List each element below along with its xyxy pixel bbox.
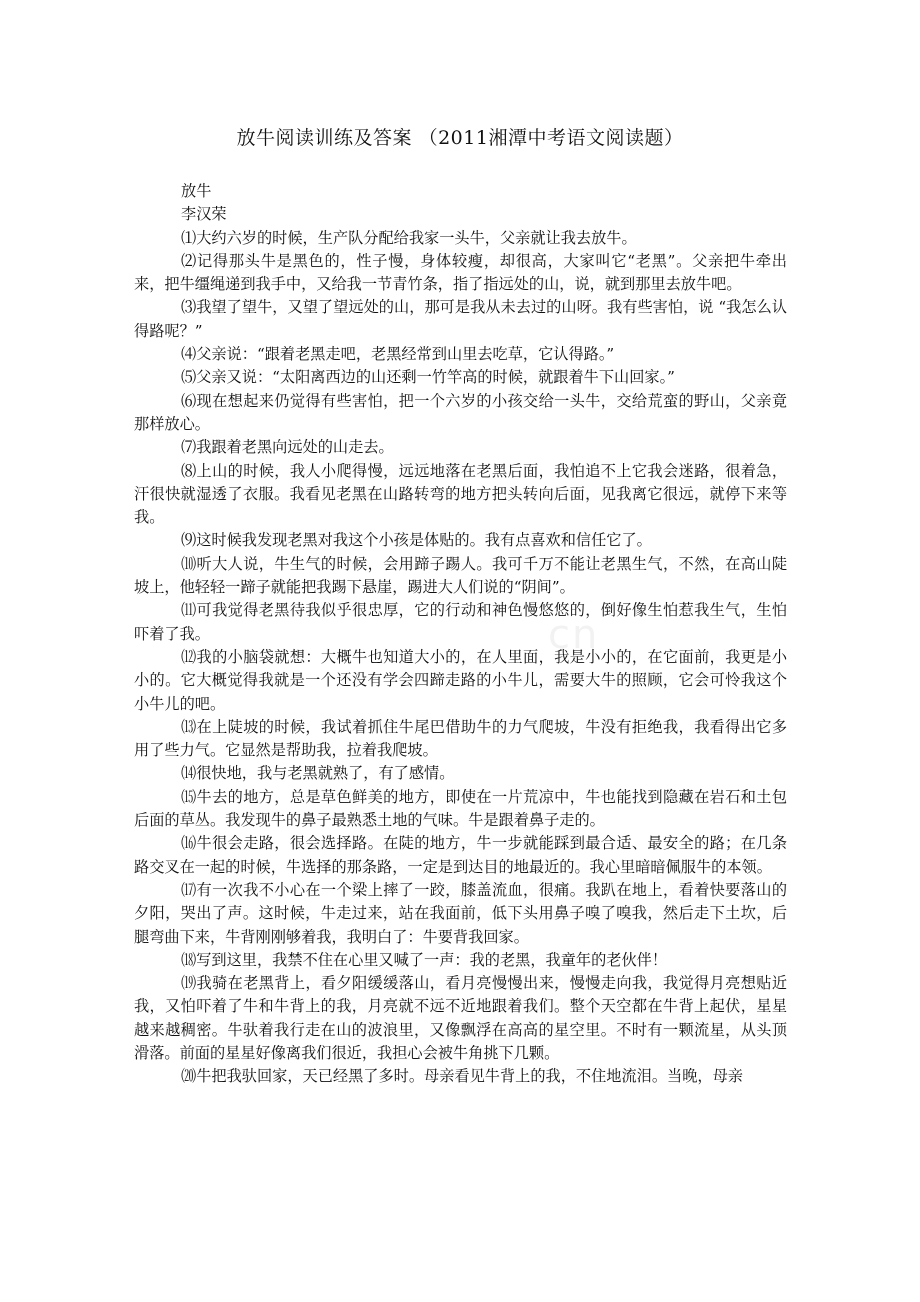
paragraph-10: ⑽听大人说，牛生气的时候，会用蹄子踢人。我可千万不能让老黑生气，不然，在高山陡坡上，他轻轻一蹄子就能把我踢下悬崖，踢进大人们说的“阴间”。 [134, 554, 787, 597]
paragraph-9: ⑼这时候我发现老黑对我这个小孩是体贴的。我有点喜欢和信任它了。 [181, 531, 652, 550]
paragraph-7: ⑺我跟着老黑向远处的山走去。 [181, 438, 394, 457]
paragraph-3: ⑶我望了望牛，又望了望远处的山，那可是我从未去过的山呀。我有些害怕，说 “我怎么认得路呢？” [134, 298, 787, 340]
paragraph-19: ⒆我骑在老黑背上，看夕阳缓缓落山，看月亮慢慢出来，慢慢走向我，我觉得月亮想贴近我，又怕吓着了牛和牛背上的我，月亮就不远不近地跟着我们。整个天空都在牛背上起伏，星星越来越稠密。牛驮着我行走在山的波浪里，又像飘浮在高高的星空里。不时有一颗流星，从头顶滑落。前面的星星好像离我们很近，我担心会被牛角挑下几颗。 [134, 974, 787, 1062]
document-title: 放牛阅读训练及答案 （2011湘潭中考语文阅读题） [236, 127, 684, 149]
article-body [134, 180, 787, 1089]
paragraph-16: ⒃牛很会走路，很会选择路。在陡的地方，牛一步就能踩到最合适、最安全的路；在几条路交叉在一起的时候，牛选择的那条路，一定是到达目的地最近的。我心里暗暗佩服牛的本领。 [134, 834, 787, 876]
paragraph-11: ⑾可我觉得老黑待我似乎很忠厚，它的行动和神色慢悠悠的，倒好像生怕惹我生气，生怕吓着了我。 [134, 601, 787, 643]
paragraph-20: ⒇牛把我驮回家，天已经黑了多时。母亲看见牛背上的我，不住地流泪。当晚，母亲 [181, 1067, 743, 1086]
paragraph-6: ⑹现在想起来仍觉得有些害怕，把一个六岁的小孩交给一头牛，交给荒蛮的野山，父亲竟那样放心。 [134, 391, 787, 433]
paragraph-13: ⒀在上陡坡的时候，我试着抓住牛尾巴借助牛的力气爬坡，牛没有拒绝我，我看得出它多用了些力气。它显然是帮助我，拉着我爬坡。 [134, 717, 787, 760]
paragraph-18: ⒅写到这里，我禁不住在心里又喊了一声：我的老黑，我童年的老伙伴！ [181, 950, 667, 969]
paragraph-1: ⑴大约六岁的时候，生产队分配给我家一头牛，父亲就让我去放牛。 [181, 228, 637, 247]
story-title: 放牛 [181, 182, 212, 200]
paragraph-12: ⑿我的小脑袋就想：大概牛也知道大小的，在人里面，我是小小的，在它面前，我更是小小的。它大概觉得我就是一个还没有学会四蹄走路的小牛儿，需要大牛的照顾，它会可怜我这个小牛儿的吧。 [134, 647, 787, 713]
paragraph-5: ⑸父亲又说：“太阳离西边的山还剩一竹竿高的时候，就跟着牛下山回家。” [181, 368, 675, 387]
author-name: 李汉荣 [181, 205, 227, 224]
paragraph-15: ⒂牛去的地方，总是草色鲜美的地方，即使在一片荒凉中，牛也能找到隐藏在岩石和土包后面的草丛。我发现牛的鼻子最熟悉土地的气味。牛是跟着鼻子走的。 [134, 787, 787, 830]
paragraph-14: ⒁很快地，我与老黑就熟了，有了感情。 [181, 764, 455, 783]
paragraph-17: ⒄有一次我不小心在一个梁上摔了一跤，膝盖流血，很痛。我趴在地上，看着快要落山的夕阳，哭出了声。这时候，牛走过来，站在我面前，低下头用鼻子嗅了嗅我，然后走下土坎，后腿弯曲下来，牛背刚刚够着我，我明白了：牛要背我回家。 [134, 880, 787, 946]
paragraph-8: ⑻上山的时候，我人小爬得慢，远远地落在老黑后面，我怕追不上它我会迷路，很着急，汗很快就湿透了衣服。我看见老黑在山路转弯的地方把头转向后面，见我离它很远，就停下来等我。 [134, 461, 787, 527]
paragraph-2: ⑵记得那头牛是黑色的，性子慢，身体较瘦，却很高，大家叫它“老黑”。父亲把牛牵出来，把牛缰绳递到我手中，又给我一节青竹条，指了指远处的山，说，就到那里去放牛吧。 [134, 251, 787, 294]
watermark: cn [548, 612, 600, 658]
paragraph-4: ⑷父亲说：“跟着老黑走吧，老黑经常到山里去吃草，它认得路。” [181, 345, 615, 364]
